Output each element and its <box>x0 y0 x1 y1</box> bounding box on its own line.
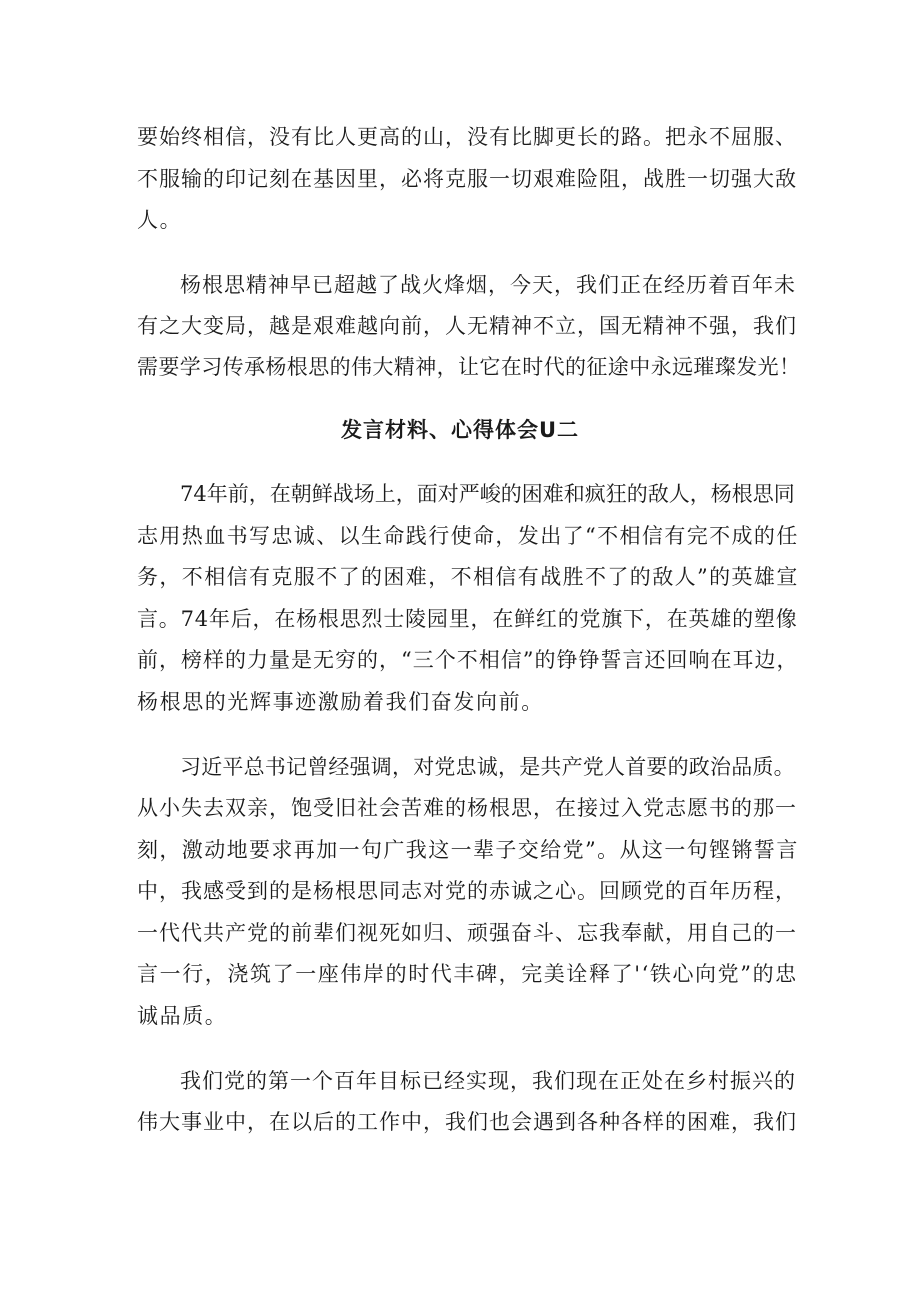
paragraph-4-line-4: 中，我感受到的是杨根思同志对党的赤诚之心。回顾党的百年历程， <box>137 879 797 903</box>
paragraph-3-line-2: 志用热血书写忠诚、以生命践行使命，发出了“不相信有完不成的任 <box>137 524 799 548</box>
paragraph-2-line-3: 需要学习传承杨根思的伟大精神，让它在时代的征途中永远璀璨发光！ <box>137 355 801 379</box>
paragraph-3-line-1: 74年前，在朝鲜战场上，面对严峻的困难和疯狂的敌人，杨根思同 <box>180 482 795 506</box>
paragraph-3-line-5: 前，榜样的力量是无穷的，“三个不相信”的铮铮誓言还回响在耳边， <box>137 648 799 672</box>
paragraph-4-line-7: 诚品质。 <box>137 1004 228 1028</box>
paragraph-2-line-1: 杨根思精神早已超越了战火烽烟，今天，我们正在经历着百年未 <box>180 273 796 297</box>
paragraph-1-line-1: 要始终相信，没有比人更高的山，没有比脚更长的路。把永不屈服、 <box>137 125 797 149</box>
paragraph-4-line-2: 从小失去双亲，饱受旧社会苦难的杨根思，在接过入党志愿书的那一 <box>137 796 797 820</box>
section-heading: 发言材料、心得体会U二 <box>340 418 580 442</box>
paragraph-1-line-2: 不服输的印记刻在基因里，必将克服一切艰难险阻，战胜一切强大敌 <box>137 167 797 191</box>
paragraph-4-line-5: 一代代共产党的前辈们视死如归、顽强奋斗、忘我奉献，用自己的一 <box>137 921 797 945</box>
paragraph-5-line-1: 我们党的第一个百年目标已经实现，我们现在正处在乡村振兴的 <box>180 1069 796 1093</box>
paragraph-4-line-1: 习近平总书记曾经强调，对党忠诚，是共产党人首要的政治品质。 <box>180 755 795 779</box>
paragraph-5-line-2: 伟大事业中，在以后的工作中，我们也会遇到各种各样的困难，我们 <box>137 1110 797 1134</box>
paragraph-3-line-6: 杨根思的光辉事迹激励着我们奋发向前。 <box>137 690 544 714</box>
paragraph-1-line-3: 人。 <box>137 208 183 232</box>
paragraph-2-line-2: 有之大变局，越是艰难越向前，人无精神不立，国无精神不强，我们 <box>137 314 797 338</box>
paragraph-4-line-6: 言一行，浇筑了一座伟岸的时代丰碑，完美诠释了'‘铁心向党”的忠 <box>137 962 798 986</box>
paragraph-3-line-3: 务，不相信有克服不了的困难，不相信有战胜不了的敌人”的英雄宣 <box>137 565 799 589</box>
paragraph-4-line-3: 刻，激动地要求再加一句广我这一辈子交给党”。从这一句铿锵誓言 <box>137 838 799 862</box>
paragraph-3-line-4: 言。74年后，在杨根思烈士陵园里，在鲜红的党旗下，在英雄的塑像 <box>137 607 798 631</box>
